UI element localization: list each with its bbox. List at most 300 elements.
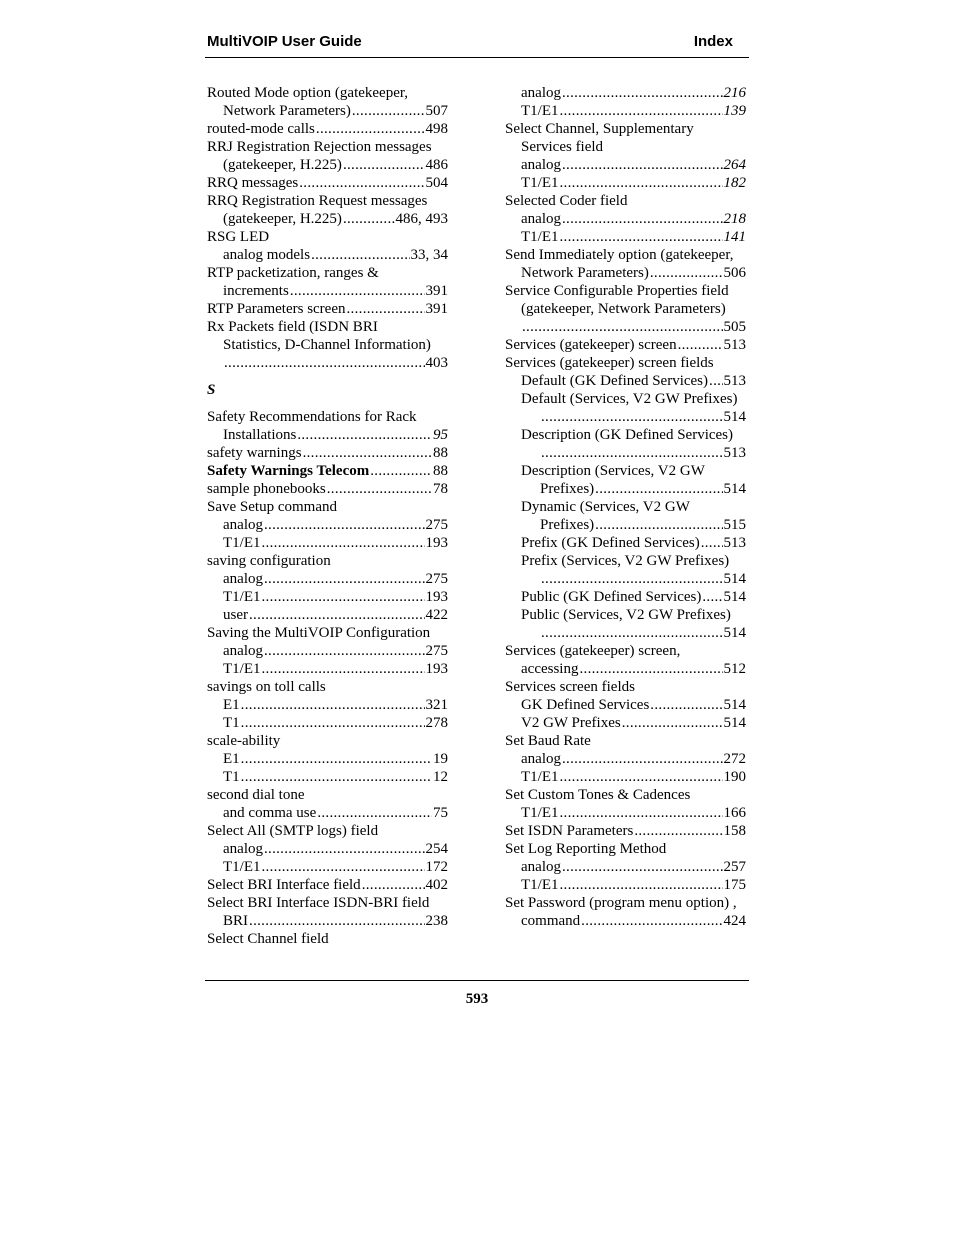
dot-leader — [264, 570, 425, 588]
index-term: T1/E1 — [521, 805, 559, 821]
index-entry — [505, 84, 746, 102]
index-term: Installations — [223, 427, 297, 443]
page-reference: 88 — [433, 445, 448, 461]
page-reference: 486 — [425, 157, 448, 173]
index-entry — [207, 588, 448, 606]
index-entry — [505, 822, 746, 840]
dot-leader — [560, 228, 723, 246]
index-term: T1 — [223, 769, 240, 785]
index-term: Services (gatekeeper) screen fields — [505, 355, 714, 371]
index-term: T1/E1 — [521, 877, 559, 893]
index-term: RRQ Registration Request messages — [207, 193, 428, 209]
index-entry — [505, 156, 746, 174]
index-term: Description (Services, V2 GW — [521, 463, 705, 479]
index-entry — [505, 534, 746, 552]
page-reference: 78 — [433, 481, 448, 497]
index-term: T1/E1 — [223, 535, 261, 551]
dot-leader — [622, 714, 723, 732]
page-reference: 216 — [723, 85, 746, 101]
dot-leader — [541, 570, 723, 588]
index-entry — [207, 462, 448, 480]
index-term: safety warnings — [207, 445, 302, 461]
page-reference: 182 — [723, 175, 746, 191]
page-reference: 88 — [433, 463, 448, 479]
dot-leader — [678, 336, 723, 354]
page-reference: 254 — [425, 841, 448, 857]
index-entry — [207, 318, 448, 336]
dot-leader — [562, 156, 723, 174]
index-entry — [207, 192, 448, 210]
index-entry — [207, 804, 448, 822]
index-entry — [505, 552, 746, 570]
index-entry — [207, 786, 448, 804]
dot-leader — [241, 714, 425, 732]
index-entry — [207, 822, 448, 840]
index-entry — [505, 192, 746, 210]
dot-leader — [262, 660, 425, 678]
index-entry — [505, 912, 746, 930]
page-reference: 424 — [723, 913, 746, 929]
index-entry — [505, 282, 746, 300]
index-entry — [505, 426, 746, 444]
dot-leader — [343, 156, 425, 174]
index-term: (gatekeeper, H.225) — [223, 211, 342, 227]
index-entry — [207, 606, 448, 624]
index-term: GK Defined Services — [521, 697, 650, 713]
index-term: Public (GK Defined Services) — [521, 589, 702, 605]
index-entry — [207, 228, 448, 246]
index-entry — [505, 354, 746, 372]
index-term: Set Log Reporting Method — [505, 841, 667, 857]
dot-leader — [264, 642, 425, 660]
index-entry — [505, 138, 746, 156]
index-term: analog — [223, 841, 263, 857]
index-term: T1/E1 — [521, 769, 559, 785]
dot-leader — [370, 462, 432, 480]
page-reference: 403 — [425, 355, 448, 371]
index-entry — [207, 300, 448, 318]
index-term: scale-ability — [207, 733, 281, 749]
page-reference: 514 — [723, 481, 746, 497]
index-term: Save Setup command — [207, 499, 337, 515]
index-entry — [207, 534, 448, 552]
index-entry — [505, 768, 746, 786]
page-reference: 514 — [723, 697, 746, 713]
index-entry — [505, 732, 746, 750]
page-reference: 95 — [433, 427, 448, 443]
dot-leader — [264, 516, 425, 534]
index-term: Select Channel field — [207, 931, 329, 947]
page-number: 593 — [465, 991, 489, 1007]
index-entry — [505, 678, 746, 696]
header-rule — [205, 57, 749, 58]
dot-leader — [562, 84, 723, 102]
index-entry — [207, 714, 448, 732]
page-reference: 422 — [425, 607, 448, 623]
index-term: Default (Services, V2 GW Prefixes) — [521, 391, 738, 407]
index-entry — [207, 840, 448, 858]
dot-leader — [290, 282, 425, 300]
page-reference: 507 — [425, 103, 448, 119]
index-entry — [505, 606, 746, 624]
index-term: Network Parameters) — [521, 265, 649, 281]
dot-leader — [709, 372, 722, 390]
dot-leader — [560, 804, 723, 822]
dot-leader — [562, 750, 723, 768]
dot-leader — [650, 696, 722, 714]
dot-leader — [264, 840, 425, 858]
index-entry — [207, 750, 448, 768]
index-entry — [505, 408, 746, 426]
page-reference: 275 — [425, 643, 448, 659]
index-entry — [505, 336, 746, 354]
dot-leader — [316, 120, 425, 138]
index-entry — [207, 264, 448, 282]
index-term: Send Immediately option (gatekeeper, — [505, 247, 734, 263]
index-entry — [505, 480, 746, 498]
page-reference: 190 — [723, 769, 746, 785]
page-reference: 33, 34 — [410, 247, 448, 263]
index-term: RTP packetization, ranges & — [207, 265, 379, 281]
index-entry — [505, 264, 746, 282]
dot-leader — [347, 300, 425, 318]
index-entry — [505, 840, 746, 858]
index-term: Statistics, D-Channel Information) — [223, 337, 431, 353]
index-term: increments — [223, 283, 289, 299]
footer-rule — [205, 980, 749, 981]
index-entry — [505, 804, 746, 822]
index-entry — [207, 894, 448, 912]
dot-leader — [541, 624, 723, 642]
index-entry — [207, 84, 448, 102]
page-reference: 515 — [723, 517, 746, 533]
index-term: (gatekeeper, H.225) — [223, 157, 342, 173]
page-reference: 257 — [723, 859, 746, 875]
dot-leader — [541, 408, 723, 426]
page-reference: 175 — [723, 877, 746, 893]
index-entry — [505, 570, 746, 588]
index-entry — [207, 912, 448, 930]
index-term: analog — [521, 859, 561, 875]
index-entry — [207, 174, 448, 192]
dot-leader — [297, 426, 432, 444]
dot-leader — [595, 480, 722, 498]
page-reference: 12 — [433, 769, 448, 785]
page-reference: 512 — [723, 661, 746, 677]
index-term: Network Parameters) — [223, 103, 351, 119]
index-entry — [505, 894, 746, 912]
page-reference: 505 — [723, 319, 746, 335]
index-term: Select BRI Interface ISDN-BRI field — [207, 895, 430, 911]
dot-leader — [241, 750, 432, 768]
index-term: analog models — [223, 247, 311, 263]
index-term: analog — [223, 571, 263, 587]
index-entry — [207, 660, 448, 678]
index-term: T1/E1 — [223, 661, 261, 677]
page-reference: 238 — [425, 913, 448, 929]
index-term: second dial tone — [207, 787, 305, 803]
index-entry — [505, 444, 746, 462]
index-term: analog — [521, 157, 561, 173]
dot-leader — [224, 354, 425, 372]
index-term: Service Configurable Properties field — [505, 283, 729, 299]
index-entry — [207, 102, 448, 120]
page-reference: 504 — [425, 175, 448, 191]
dot-leader — [343, 210, 395, 228]
page-reference: 514 — [723, 715, 746, 731]
dot-leader — [562, 858, 723, 876]
index-term: analog — [223, 517, 263, 533]
index-entry — [505, 858, 746, 876]
page-reference: 321 — [425, 697, 448, 713]
index-term: RSG LED — [207, 229, 270, 245]
page-reference: 513 — [723, 535, 746, 551]
index-entry — [505, 174, 746, 192]
index-entry — [207, 732, 448, 750]
page-reference: 391 — [425, 283, 448, 299]
index-term: Saving the MultiVOIP Configuration — [207, 625, 431, 641]
index-entry — [505, 462, 746, 480]
index-term: user — [223, 607, 248, 623]
index-entry — [207, 480, 448, 498]
dot-leader — [362, 876, 425, 894]
index-entry — [207, 354, 448, 372]
page-reference: 193 — [425, 589, 448, 605]
index-entry — [207, 516, 448, 534]
index-entry — [505, 786, 746, 804]
index-entry — [207, 570, 448, 588]
page-reference: 193 — [425, 535, 448, 551]
index-entry — [505, 246, 746, 264]
dot-leader — [522, 318, 723, 336]
index-term: Safety Warnings Telecom — [207, 463, 370, 479]
dot-leader — [317, 804, 432, 822]
index-term: E1 — [223, 697, 240, 713]
index-entry — [505, 498, 746, 516]
index-term: Set Baud Rate — [505, 733, 591, 749]
dot-leader — [262, 588, 425, 606]
index-term: Select BRI Interface field — [207, 877, 361, 893]
index-term: Prefixes) — [540, 481, 595, 497]
page-reference: 158 — [723, 823, 746, 839]
dot-leader — [701, 534, 723, 552]
index-term: sample phonebooks — [207, 481, 326, 497]
page-reference: 402 — [425, 877, 448, 893]
page-reference: 193 — [425, 661, 448, 677]
page-reference: 272 — [723, 751, 746, 767]
index-entry — [207, 876, 448, 894]
index-term: Rx Packets field (ISDN BRI — [207, 319, 378, 335]
section-title: Index — [693, 33, 733, 50]
index-term: Services field — [521, 139, 604, 155]
page-header — [207, 33, 733, 53]
index-entry — [505, 714, 746, 732]
dot-leader — [650, 264, 723, 282]
page-reference: 172 — [425, 859, 448, 875]
index-term: analog — [521, 85, 561, 101]
index-term: saving configuration — [207, 553, 331, 569]
page-reference: 278 — [425, 715, 448, 731]
page-reference: 498 — [425, 121, 448, 137]
dot-leader — [579, 660, 722, 678]
index-entry — [505, 642, 746, 660]
page-reference: 141 — [723, 229, 746, 245]
index-term: V2 GW Prefixes — [521, 715, 621, 731]
index-entry — [207, 282, 448, 300]
dot-leader — [702, 588, 722, 606]
index-term: E1 — [223, 751, 240, 767]
index-term: Selected Coder field — [505, 193, 628, 209]
page-reference: 275 — [425, 571, 448, 587]
index-term: Services (gatekeeper) screen — [505, 337, 677, 353]
page-reference: 19 — [433, 751, 448, 767]
dot-leader — [634, 822, 722, 840]
dot-leader — [541, 444, 723, 462]
index-term: Select All (SMTP logs) field — [207, 823, 379, 839]
index-entry — [207, 858, 448, 876]
page-reference: 275 — [425, 517, 448, 533]
dot-leader — [311, 246, 409, 264]
index-entry — [207, 408, 448, 426]
index-term: analog — [223, 643, 263, 659]
index-term: Prefixes) — [540, 517, 595, 533]
index-term: T1 — [223, 715, 240, 731]
index-entry — [505, 624, 746, 642]
index-entry — [207, 498, 448, 516]
index-term: RRQ messages — [207, 175, 299, 191]
index-entry — [505, 228, 746, 246]
index-term: Set ISDN Parameters — [505, 823, 634, 839]
index-entry — [207, 336, 448, 354]
index-entry — [207, 120, 448, 138]
index-term: T1/E1 — [223, 589, 261, 605]
index-entry — [505, 876, 746, 894]
dot-leader — [562, 210, 723, 228]
index-entry — [207, 642, 448, 660]
index-entry — [207, 138, 448, 156]
page-reference: 514 — [723, 409, 746, 425]
index-term: accessing — [521, 661, 579, 677]
index-entry — [505, 210, 746, 228]
page-reference: 514 — [723, 625, 746, 641]
page-reference: 391 — [425, 301, 448, 317]
index-term: Routed Mode option (gatekeeper, — [207, 85, 409, 101]
index-entry — [207, 552, 448, 570]
index-entry — [505, 300, 746, 318]
index-entry — [207, 678, 448, 696]
dot-leader — [249, 606, 425, 624]
index-term: Default (GK Defined Services) — [521, 373, 709, 389]
index-term: routed-mode calls — [207, 121, 315, 137]
index-term: Prefix (Services, V2 GW Prefixes) — [521, 553, 730, 569]
index-term: T1/E1 — [521, 175, 559, 191]
dot-leader — [560, 102, 723, 120]
index-term: Services screen fields — [505, 679, 635, 695]
page-reference: 513 — [723, 445, 746, 461]
index-term: T1/E1 — [521, 229, 559, 245]
index-term: T1/E1 — [521, 103, 559, 119]
index-entry — [505, 588, 746, 606]
dot-leader — [327, 480, 432, 498]
page-reference: 486, 493 — [395, 211, 448, 227]
index-entry — [505, 120, 746, 138]
index-entry — [207, 156, 448, 174]
index-entry — [505, 660, 746, 678]
dot-leader — [581, 912, 722, 930]
page-reference: 514 — [723, 571, 746, 587]
index-term: Set Custom Tones & Cadences — [505, 787, 691, 803]
dot-leader — [560, 768, 723, 786]
dot-leader — [249, 912, 424, 930]
page-reference: 506 — [723, 265, 746, 281]
index-entry — [505, 516, 746, 534]
index-entry — [207, 930, 448, 948]
index-entry — [505, 750, 746, 768]
index-term: RRJ Registration Rejection messages — [207, 139, 432, 155]
guide-title: MultiVOIP User Guide — [207, 33, 362, 50]
index-term: Services (gatekeeper) screen, — [505, 643, 681, 659]
dot-leader — [560, 174, 723, 192]
index-column-right — [505, 84, 746, 930]
index-entry — [505, 372, 746, 390]
index-entry — [207, 768, 448, 786]
index-entry — [505, 318, 746, 336]
index-term: Prefix (GK Defined Services) — [521, 535, 700, 551]
index-entry — [505, 696, 746, 714]
index-term: Safety Recommendations for Rack — [207, 409, 417, 425]
index-term: Select Channel, Supplementary — [505, 121, 694, 137]
index-term: RTP Parameters screen — [207, 301, 346, 317]
dot-leader — [352, 102, 425, 120]
dot-leader — [262, 534, 425, 552]
dot-leader — [595, 516, 722, 534]
page-reference: 513 — [723, 337, 746, 353]
index-entry — [505, 390, 746, 408]
page-reference: 75 — [433, 805, 448, 821]
index-term: Dynamic (Services, V2 GW — [521, 499, 690, 515]
index-term: savings on toll calls — [207, 679, 326, 695]
dot-leader — [303, 444, 432, 462]
page-reference: 514 — [723, 589, 746, 605]
index-entry — [207, 624, 448, 642]
index-term: Set Password (program menu option) , — [505, 895, 737, 911]
index-term: analog — [521, 211, 561, 227]
dot-leader — [560, 876, 723, 894]
section-letter: S — [207, 382, 216, 398]
index-entry — [207, 210, 448, 228]
dot-leader — [241, 696, 425, 714]
index-term: T1/E1 — [223, 859, 261, 875]
dot-leader — [262, 858, 425, 876]
index-term: BRI — [223, 913, 249, 929]
dot-leader — [241, 768, 432, 786]
page-reference: 513 — [723, 373, 746, 389]
index-entry — [207, 426, 448, 444]
index-entry — [207, 246, 448, 264]
page-reference: 218 — [723, 211, 746, 227]
index-term: and comma use — [223, 805, 317, 821]
index-term: Description (GK Defined Services) — [521, 427, 734, 443]
index-entry — [207, 696, 448, 714]
index-term: Public (Services, V2 GW Prefixes) — [521, 607, 731, 623]
index-term: analog — [521, 751, 561, 767]
page-reference: 166 — [723, 805, 746, 821]
index-entry — [505, 102, 746, 120]
index-entry — [207, 444, 448, 462]
index-column-left — [207, 84, 448, 948]
index-term: command — [521, 913, 581, 929]
page-reference: 264 — [723, 157, 746, 173]
